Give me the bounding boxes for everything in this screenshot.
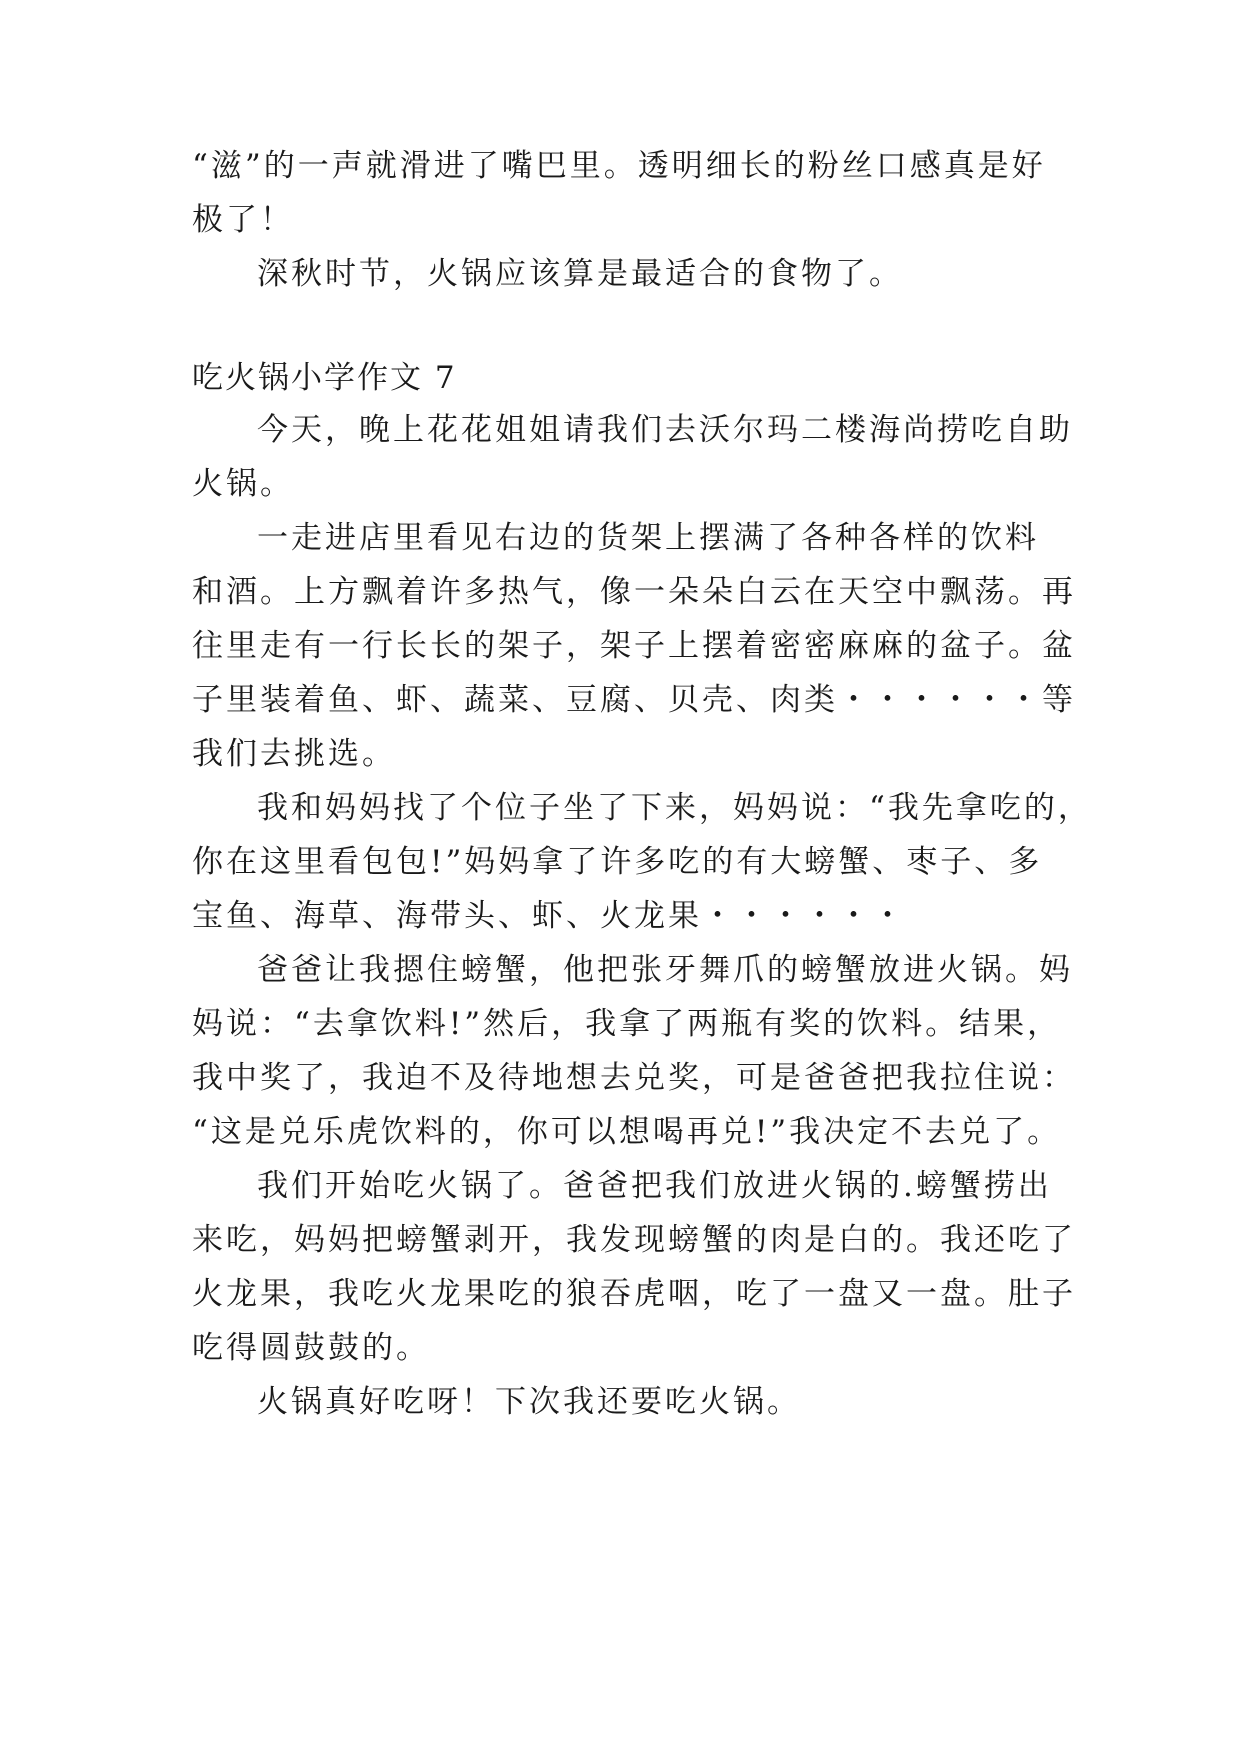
- text-line: 一走进店里看见右边的货架上摆满了各种各样的饮料: [257, 520, 1039, 556]
- text-line: 我中奖了，我迫不及待地想去兑奖，可是爸爸把我拉住说：: [192, 1060, 1076, 1096]
- text-line: 火锅真好吃呀！下次我还要吃火锅。: [257, 1384, 801, 1420]
- text-line: “这是兑乐虎饮料的，你可以想喝再兑!”我决定不去兑了。: [192, 1114, 1062, 1150]
- text-line: 爸爸让我摁住螃蟹，他把张牙舞爪的螃蟹放进火锅。妈: [257, 952, 1073, 988]
- text-line: 往里走有一行长长的架子，架子上摆着密密麻麻的盆子。盆: [192, 628, 1076, 664]
- essay-title: 吃火锅小学作文 7: [192, 360, 457, 396]
- text-line: 吃得圆鼓鼓的。: [192, 1330, 430, 1366]
- text-line: 来吃，妈妈把螃蟹剥开，我发现螃蟹的肉是白的。我还吃了: [192, 1222, 1076, 1258]
- text-line: 妈说：“去拿饮料!”然后，我拿了两瓶有奖的饮料。结果，: [192, 1006, 1062, 1042]
- text-line: 我们去挑选。: [192, 736, 396, 772]
- text-line: 和酒。上方飘着许多热气，像一朵朵白云在天空中飘荡。再: [192, 574, 1076, 610]
- text-line: “滋”的一声就滑进了嘴巴里。透明细长的粉丝口感真是好: [192, 148, 1046, 184]
- text-line: 火锅。: [192, 466, 294, 502]
- text-line: 火龙果，我吃火龙果吃的狼吞虎咽，吃了一盘又一盘。肚子: [192, 1276, 1076, 1312]
- text-line: 我和妈妈找了个位子坐了下来，妈妈说：“我先拿吃的，: [257, 790, 1092, 826]
- text-line: 子里装着鱼、虾、蔬菜、豆腐、贝壳、肉类・・・・・・等: [192, 682, 1076, 718]
- text-line: 今天，晚上花花姐姐请我们去沃尔玛二楼海尚捞吃自助: [257, 412, 1073, 448]
- text-line: 宝鱼、海草、海带头、虾、火龙果・・・・・・: [192, 898, 906, 934]
- text-line: 你在这里看包包!”妈妈拿了许多吃的有大螃蟹、枣子、多: [192, 844, 1043, 880]
- text-line: 我们开始吃火锅了。爸爸把我们放进火锅的.螃蟹捞出: [257, 1168, 1052, 1204]
- closing-sentence: 深秋时节，火锅应该算是最适合的食物了。: [257, 256, 903, 292]
- text-line: 极了！: [192, 202, 294, 238]
